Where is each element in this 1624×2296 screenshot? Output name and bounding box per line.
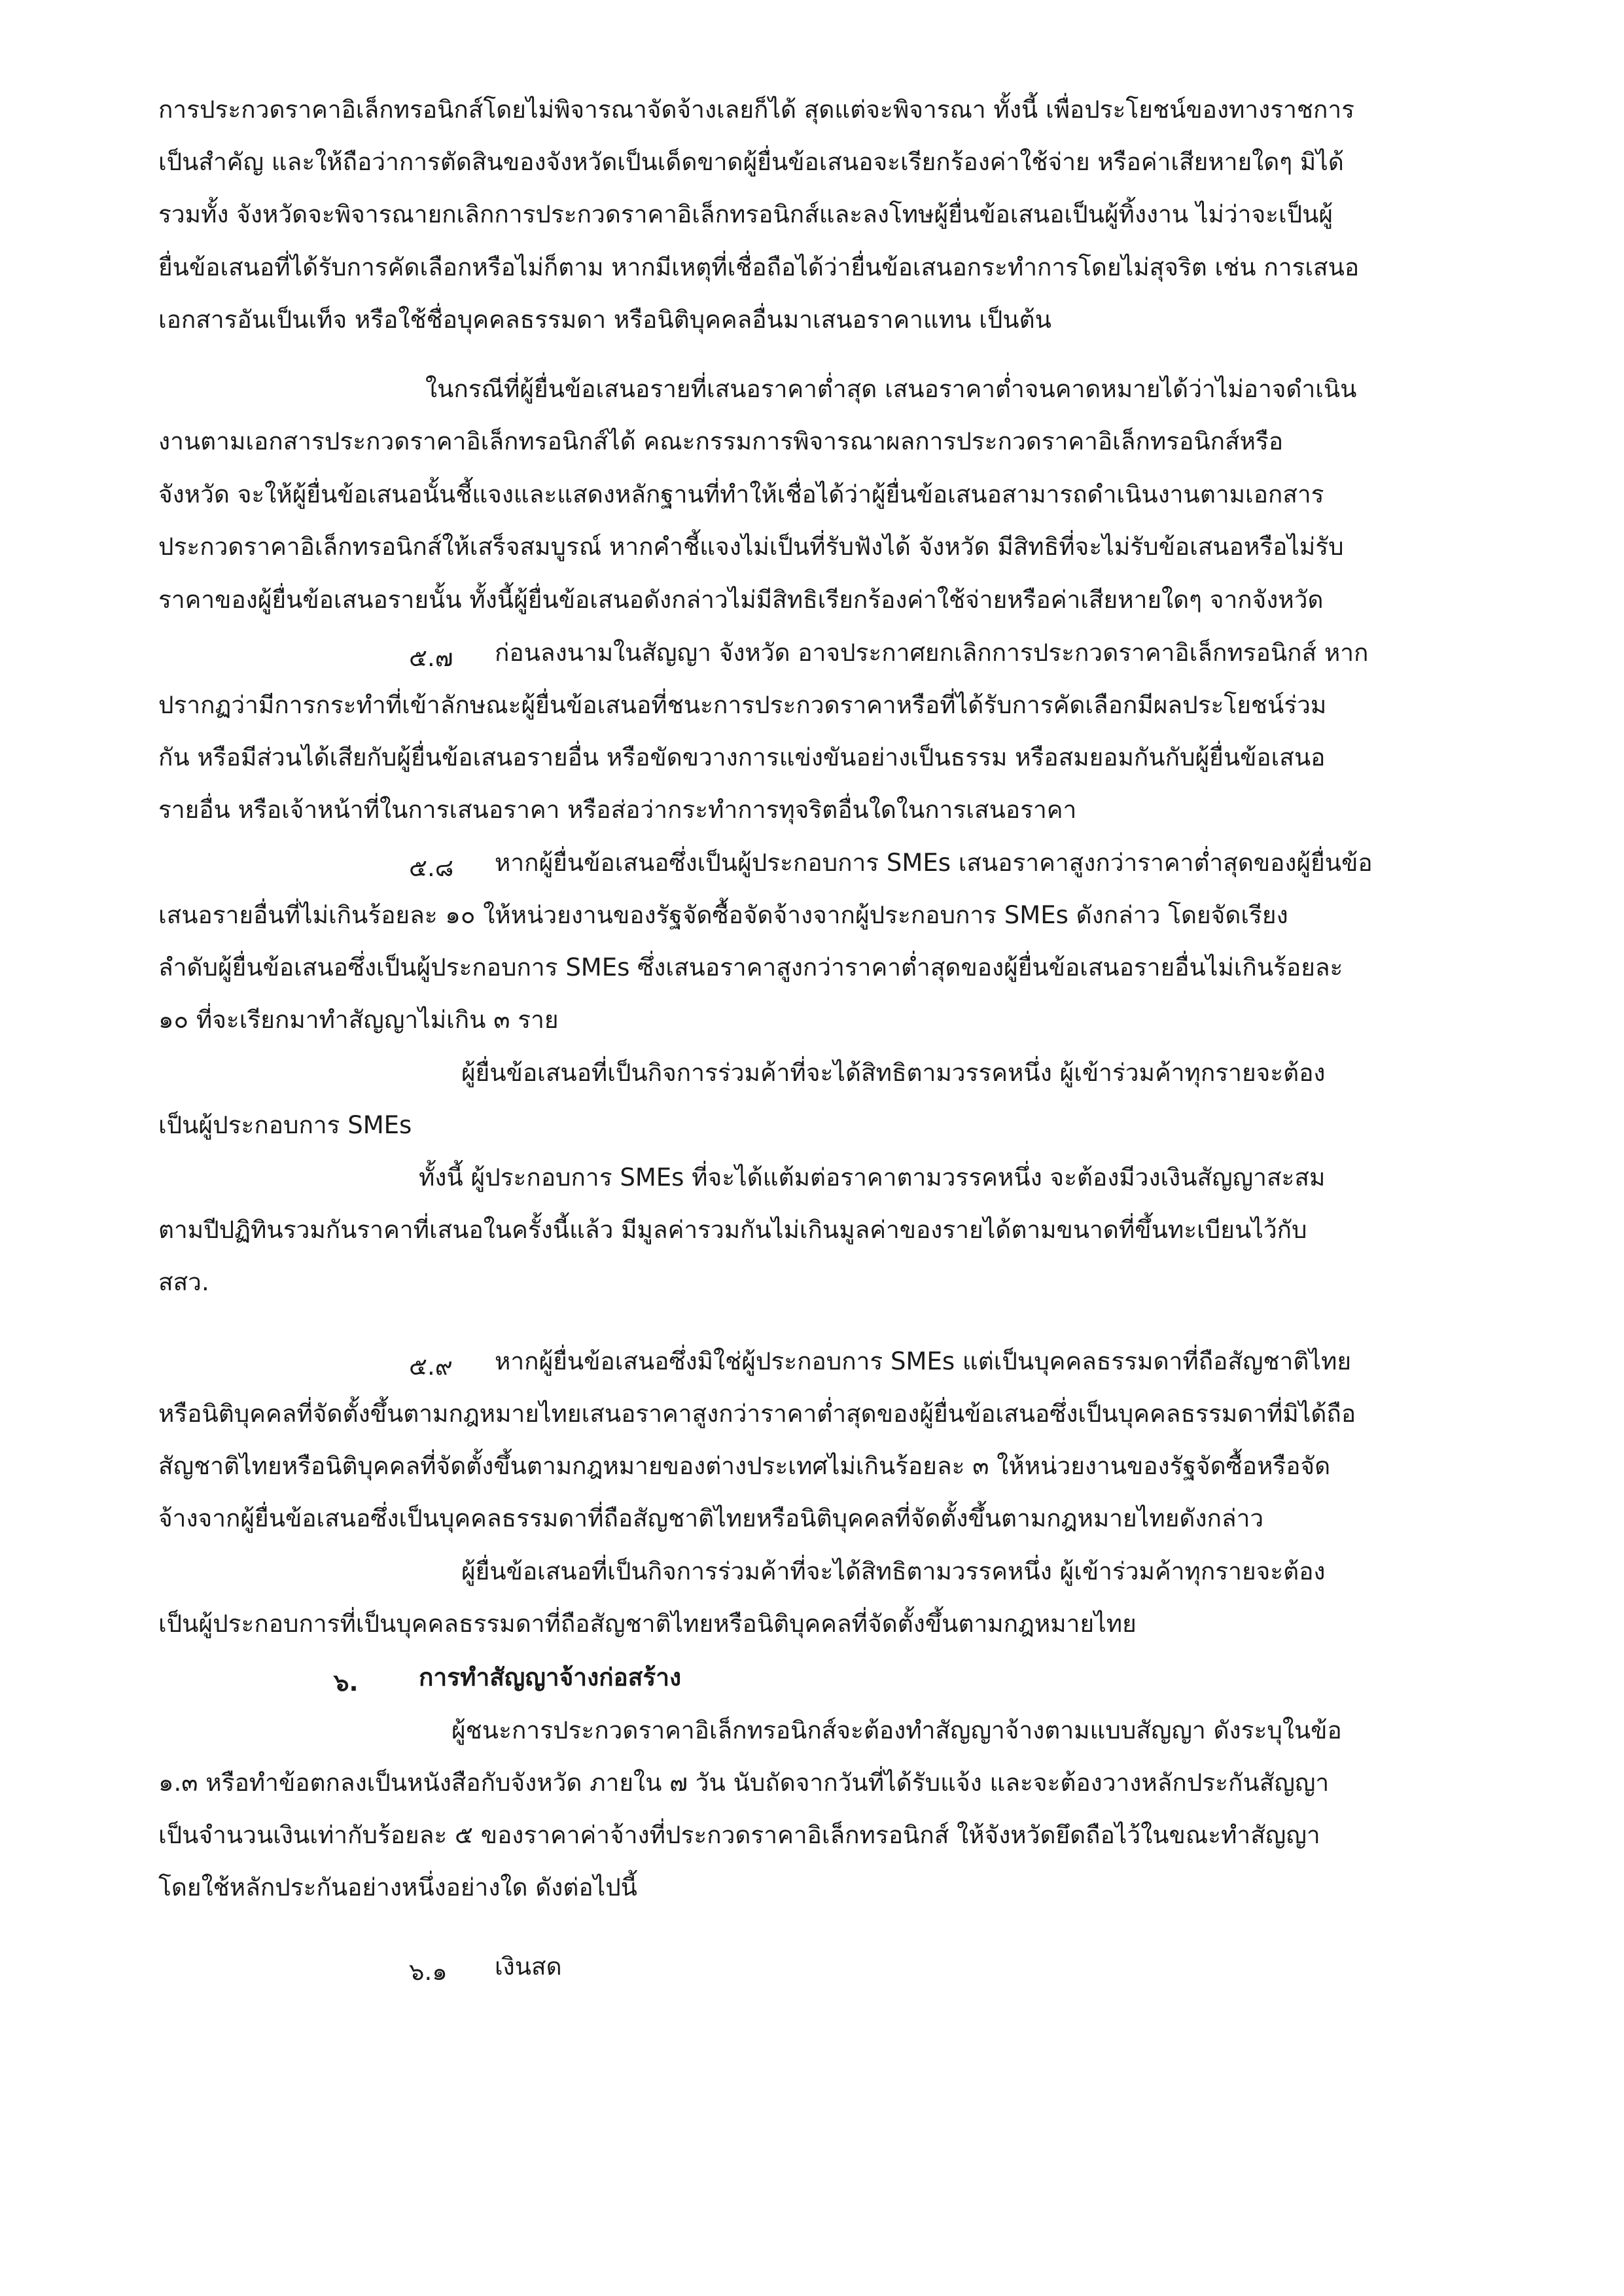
paragraph-first-line: ทั้งนี้ ผู้ประกอบการ SMEs ที่จะได้แต้มต่อราคาตามวรรคหนึ่ง จะต้องมีวงเงินสัญญาสะสม [419,1163,1326,1192]
body-line: ปรากฏว่ามีการกระทำที่เข้าลักษณะผู้ยื่นข้อเสนอที่ชนะการประกวดราคาหรือที่ได้รับการคัดเลือกมีผลประโยชน์ร่วม [158,691,1327,719]
body-line: ประกวดราคาอิเล็กทรอนิกส์ให้เสร็จสมบูรณ์ หากคำชี้แจงไม่เป็นที่รับฟังได้ จังหวัด มีสิทธิที่จะไม่รับข้อเสนอหรือไม่รับ [158,533,1344,561]
body-line: เป็นจำนวนเงินเท่ากับร้อยละ ๕ ของราคาค่าจ้างที่ประกวดราคาอิเล็กทรอนิกส์ ให้จังหวัดยึดถือไว้ในขณะทำสัญญา [158,1821,1320,1849]
body-line: จ้างจากผู้ยื่นข้อเสนอซึ่งเป็นบุคคลธรรมดาที่ถือสัญชาติไทยหรือนิติบุคคลที่จัดตั้งขึ้นตามกฎหมายไทยดังกล่าว [158,1504,1264,1532]
body-line: เสนอรายอื่นที่ไม่เกินร้อยละ ๑๐ ให้หน่วยงานของรัฐจัดซื้อจัดจ้างจากผู้ประกอบการ SMEs ดังกล่าว โดยจัดเรียง [158,901,1288,929]
body-line: กัน หรือมีส่วนได้เสียกับผู้ยื่นข้อเสนอรายอื่น หรือขัดขวางการแข่งขันอย่างเป็นธรรม หรือสมยอมกันกับผู้ยื่นข้อเสนอ [158,743,1326,771]
paragraph-first-line: หากผู้ยื่นข้อเสนอซึ่งมิใช่ผู้ประกอบการ SMEs แต่เป็นบุคคลธรรมดาที่ถือสัญชาติไทย [495,1347,1352,1375]
section-number-5-7: ๕.๗ [409,644,453,672]
body-line: ลำดับผู้ยื่นข้อเสนอซึ่งเป็นผู้ประกอบการ SMEs ซึ่งเสนอราคาสูงกว่าราคาต่ำสุดของผู้ยื่นข้อเสนอรายอื่นไม่เกินร้อยละ [158,953,1343,981]
body-line: งานตามเอกสารประกวดราคาอิเล็กทรอนิกส์ได้ คณะกรรมการพิจารณาผลการประกวดราคาอิเล็กทรอนิกส์หรือ [158,427,1284,455]
body-line: รวมทั้ง จังหวัดจะพิจารณายกเลิกการประกวดราคาอิเล็กทรอนิกส์และลงโทษผู้ยื่นข้อเสนอเป็นผู้ทิ้งงาน ไม่ว่าจะเป็นผู้ [158,200,1333,228]
body-line: เป็นผู้ประกอบการที่เป็นบุคคลธรรมดาที่ถือสัญชาติไทยหรือนิติบุคคลที่จัดตั้งขึ้นตามกฎหมายไทย [158,1610,1137,1638]
body-line: ตามปีปฏิทินรวมกันราคาที่เสนอในครั้งนี้แล้ว มีมูลค่ารวมกันไม่เกินมูลค่าของรายได้ตามขนาดที่ขึ้นทะเบียนไว้กับ [158,1216,1307,1244]
section-heading: การทำสัญญาจ้างก่อสร้าง [419,1663,682,1691]
paragraph-first-line: ผู้ยื่นข้อเสนอที่เป็นกิจการร่วมค้าที่จะได้สิทธิตามวรรคหนึ่ง ผู้เข้าร่วมค้าทุกรายจะต้อง [461,1059,1326,1087]
body-line: ๑๐ ที่จะเรียกมาทำสัญญาไม่เกิน ๓ ราย [158,1006,559,1034]
body-line: สสว. [158,1268,209,1296]
body-line: การประกวดราคาอิเล็กทรอนิกส์โดยไม่พิจารณาจัดจ้างเลยก็ได้ สุดแต่จะพิจารณา ทั้งนี้ เพื่อประโยชน์ของทางราชการ [158,96,1355,124]
paragraph-first-line: ก่อนลงนามในสัญญา จังหวัด อาจประกาศยกเลิกการประกวดราคาอิเล็กทรอนิกส์ หาก [495,639,1369,667]
body-line: ๑.๓ หรือทำข้อตกลงเป็นหนังสือกับจังหวัด ภายใน ๗ วัน นับถัดจากวันที่ได้รับแจ้ง และจะต้องวางหลักประกันสัญญา [158,1769,1330,1797]
body-line: จังหวัด จะให้ผู้ยื่นข้อเสนอนั้นชี้แจงและแสดงหลักฐานที่ทำให้เชื่อได้ว่าผู้ยื่นข้อเสนอสามารถดำเนินงานตามเอกสาร [158,480,1324,508]
section-number-6: ๖. [334,1669,359,1697]
body-line: เอกสารอันเป็นเท็จ หรือใช้ชื่อบุคคลธรรมดา หรือนิติบุคคลอื่นมาเสนอราคาแทน เป็นต้น [158,306,1051,334]
body-line: ยื่นข้อเสนอที่ได้รับการคัดเลือกหรือไม่ก็ตาม หากมีเหตุที่เชื่อถือได้ว่ายื่นข้อเสนอกระทำการโดยไม่สุจริต เช่น การเสนอ [158,253,1360,281]
body-line: โดยใช้หลักประกันอย่างหนึ่งอย่างใด ดังต่อไปนี้ [158,1873,637,1901]
section-number-5-8: ๕.๘ [409,854,454,882]
paragraph-first-line: ผู้ยื่นข้อเสนอที่เป็นกิจการร่วมค้าที่จะได้สิทธิตามวรรคหนึ่ง ผู้เข้าร่วมค้าทุกรายจะต้อง [461,1557,1326,1585]
paragraph-first-line: ผู้ชนะการประกวดราคาอิเล็กทรอนิกส์จะต้องทำสัญญาจ้างตามแบบสัญญา ดังระบุในข้อ [451,1716,1342,1744]
body-line: รายอื่น หรือเจ้าหน้าที่ในการเสนอราคา หรือส่อว่ากระทำการทุจริตอื่นใดในการเสนอราคา [158,796,1077,824]
body-line: หรือนิติบุคคลที่จัดตั้งขึ้นตามกฎหมายไทยเสนอราคาสูงกว่าราคาต่ำสุดของผู้ยื่นข้อเสนอซึ่งเป็นบุคคลธรรมดาที่มิได้ถือ [158,1400,1356,1428]
section-number-6-1: ๖.๑ [409,1958,448,1986]
section-number-5-9: ๕.๙ [409,1352,453,1381]
body-line: เป็นผู้ประกอบการ SMEs [158,1111,412,1139]
body-line: สัญชาติไทยหรือนิติบุคคลที่จัดตั้งขึ้นตามกฎหมายของต่างประเทศไม่เกินร้อยละ ๓ ให้หน่วยงานของรัฐจัดซื้อหรือจัด [158,1452,1331,1480]
paragraph-first-line: ในกรณีที่ผู้ยื่นข้อเสนอรายที่เสนอราคาต่ำสุด เสนอราคาต่ำจนคาดหมายได้ว่าไม่อาจดำเนิน [425,375,1357,403]
body-line: ราคาของผู้ยื่นข้อเสนอรายนั้น ทั้งนี้ผู้ยื่นข้อเสนอดังกล่าวไม่มีสิทธิเรียกร้องค่าใช้จ่ายหรือค่าเสียหายใดๆ จากจังหวัด [158,586,1324,614]
body-line: เป็นสำคัญ และให้ถือว่าการตัดสินของจังหวัดเป็นเด็ดขาดผู้ยื่นข้อเสนอจะเรียกร้องค่าใช้จ่าย หรือค่าเสียหายใดๆ มิได้ [158,148,1344,176]
subsection-label: เงินสด [495,1952,562,1981]
paragraph-first-line: หากผู้ยื่นข้อเสนอซึ่งเป็นผู้ประกอบการ SMEs เสนอราคาสูงกว่าราคาต่ำสุดของผู้ยื่นข้อ [495,849,1373,877]
